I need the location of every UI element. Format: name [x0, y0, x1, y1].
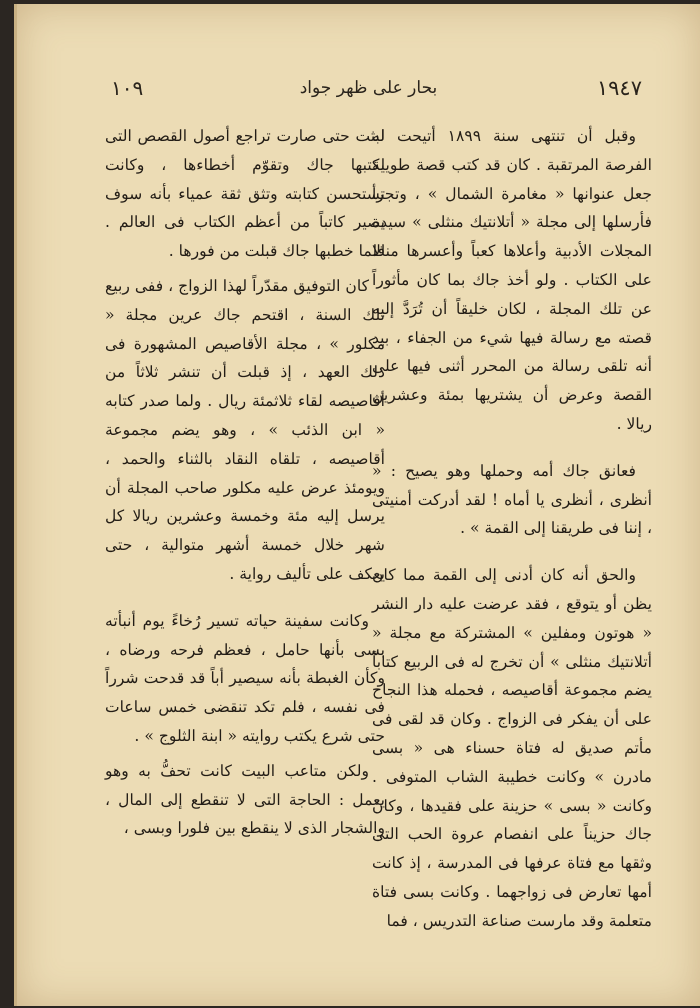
paragraph: وكانت سفينة حياته تسير رُخاءً يوم أنبأته بسى بأنها حامل ، فعظم فرحه ورضاه ، وكأن الغبطة بأنه سيصير أباً قد قدحت شرراً فى نفسه ، فلم تكد تنقضى خمس ساعات حتى شرع يكتب روايته « ابنة الثلوج » . [105, 611, 385, 745]
paragraph: وقبل أن تنتهى سنة ١٨٩٩ أتيحت له الفرصة المرتقبة . كان قد كتب قصة طويلة جعل عنوانها « مغامرة الشمال » ، وتجرأ فأرسلها إلى مجلة « أتلانتيك منثلى » سيدة المجلات الأدبية وأعلاها كعباً وأعسرها منالا على الكتاب . ولو أخذ جاك بما كان مأثوراً عن تلك المجلة ، لكان خليقاً أن تُرَدَّ إليه قصته مع رسالة فيها شيء من الجفاء ، بيد أنه تلقى رسالة من المحرر أثنى فيها على القصة وعرض أن يشتريها بمئة وعشرين ريالا . [372, 127, 652, 433]
paragraph: فعانق جاك أمه وحملها وهو يصيح : « أنظرى ، أنظرى يا أماه ! لقد أدركت أمنيتى ، إننا فى طريقنا إلى القمة » . [372, 461, 652, 538]
right-column [372, 122, 652, 936]
left-column [105, 122, 385, 843]
book-page [14, 4, 700, 1006]
running-header [77, 76, 660, 106]
paragraph: كان التوفيق مقدّراً لهذا الزواج ، ففى ربيع تلك السنة ، اقتحم جاك عرين مجلة « مكلور » ، مجلة الأقاصيص المشهورة فى ذلك العهد ، إذ قبلت أن تنشر ثلاثاً من أقاصيصه لقاء ثلاثمئة ريال . ولما صدر كتابه « ابن الذئب » ، وهو يضم مجموعة أقاصيصه ، تلقاه النقاد بالثناء والحمد ، ويومئذ عرض عليه مكلور صاحب المجلة أن يرسل إليه مئة وخمسة وعشرين ريالا كل شهر خلال خمسة أشهر متوالية ، حتى يعكف على تأليف رواية . [105, 276, 385, 583]
paragraph: ولكن متاعب البيت كانت تحفُّ به وهو يعمل : الحاجة التى لا تنقطع إلى المال ، والشجار الذى لا ينقطع بين فلورا وبسى ، [105, 761, 385, 838]
paragraph: لبثت حتى صارت تراجع أصول القصص التى يكتبها جاك وتقوّم أخطاءها ، وكانت تستحسن كتابته وتثق ثقة عمياء بأنه سوف يصير كاتباً من أعظم الكتاب فى العالم . فلما خطبها جاك قبلت من فورها . [105, 127, 385, 261]
header-title: بحار على ظهر جواد [299, 78, 438, 98]
paragraph: والحق أنه كان أدنى إلى القمة مما كان يظن أو يتوقع ، فقد عرضت عليه دار النشر « هوتون ومفلين » المشتركة مع مجلة « أتلانتيك منثلى » أن تخرج له فى الربيع كتاباً يضم مجموعة أقاصيصه ، فحمله هذا النجاح على أن يفكر فى الزواج . وكان قد لقى فى مأتم صديق له فتاة حسناء هى « بسى مادرن » وكانت خطيبة الشاب المتوفى . وكانت « بسى » حزينة على فقيدها ، وكان جاك حزيناً على انفصام عروة الحب التى وثقها مع فتاة عرفها فى المدرسة ، إذ كانت أمها تعارض فى زواجهما . وكانت بسى فتاة متعلمة وقد مارست صناعة التدريس ، فما [372, 566, 652, 930]
page-number: ١٠٩ [111, 76, 144, 100]
header-year: ١٩٤٧ [596, 76, 642, 100]
